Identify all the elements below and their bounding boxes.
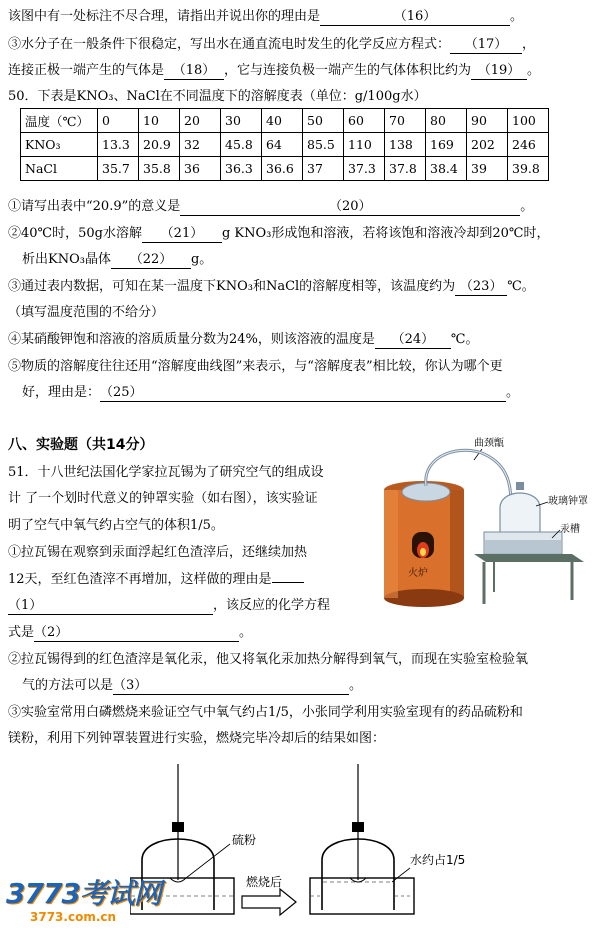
table-cell: 32	[180, 133, 221, 157]
label-water-fifth: 水约占1/5	[410, 853, 466, 867]
label-trough: 汞槽	[560, 524, 580, 535]
label-sulfur: 硫粉	[232, 833, 257, 847]
table-cell: 169	[426, 133, 467, 157]
site-logo	[6, 872, 161, 924]
bell-jar-comparison-figure	[130, 760, 490, 930]
table-row-label: KNO₃	[21, 133, 98, 157]
answer-blank-2[interactable]: （2）	[34, 625, 239, 642]
table-cell: 138	[385, 133, 426, 157]
q50-intro: 50．下表是KNO₃、NaCl在不同温度下的溶解度表（单位：g/100g水）	[8, 89, 427, 104]
table-cell: 39	[467, 157, 508, 181]
q50-sub-5-cont: 好，理由是：（25） 。	[22, 385, 520, 400]
answer-blank-1[interactable]: （1）	[8, 598, 213, 615]
q50-sub-2-cont: 析出KNO₃晶体 （22） g。	[22, 252, 213, 267]
table-cell: 60	[344, 109, 385, 133]
table-cell: 13.3	[98, 133, 139, 157]
table-cell: 20.9	[139, 133, 180, 157]
answer-blank-16[interactable]: （16）	[320, 9, 510, 26]
label-furnace: 火炉	[408, 568, 428, 579]
answer-blank-23[interactable]: （23）	[455, 279, 507, 296]
table-cell: 37	[303, 157, 344, 181]
q49-line-2: ③水分子在一般条件下很稳定，写出水在通直流电时发生的化学反应方程式： （17） ，	[8, 37, 536, 52]
answer-blank-22[interactable]: （22）	[111, 252, 191, 269]
q51-line-5: 12天，至红色渣滓不再增加，这样做的理由是	[8, 571, 304, 589]
arrow-right-icon	[242, 889, 296, 915]
logo-text: 3773考试网	[6, 877, 161, 910]
q51-line-10: ③实验室常用白磷燃烧来验证空气中氧气约占1/5，小张同学利用实验室现有的药品硫粉和	[8, 705, 523, 720]
table-cell: 30	[221, 109, 262, 133]
table-row-kno3	[21, 133, 549, 157]
table-cell: 35.7	[98, 157, 139, 181]
table-cell: 100	[508, 109, 549, 133]
mercury-trough-icon	[484, 532, 562, 554]
answer-blank-18[interactable]: （18）	[164, 63, 224, 80]
table-cell: 90	[467, 109, 508, 133]
table-cell: 35.8	[139, 157, 180, 181]
logo-url: 3773.com.cn	[30, 910, 117, 924]
lavoisier-apparatus-figure	[366, 434, 602, 610]
table-cell: 70	[385, 109, 426, 133]
q51-line-11: 镁粉，利用下列钟罩装置进行实验，燃烧完毕冷却后的结果如图：	[8, 731, 386, 746]
answer-blank-3[interactable]: （3）	[113, 678, 349, 695]
q50-sub-4: ④某硝酸钾饱和溶液的溶质质量分数为24%，则该溶液的温度是 （24） ℃。	[8, 332, 479, 347]
q49-line-1: 该图中有一处标注不尽合理，请指出并说出你的理由是 （16） 。	[8, 9, 524, 24]
table-cell: 36	[180, 157, 221, 181]
table-cell: 20	[180, 109, 221, 133]
q50-sub-3-note: （填写温度范围的不给分）	[8, 305, 165, 320]
answer-blank-25[interactable]: （25）	[100, 385, 506, 402]
table-cell: 202	[467, 133, 508, 157]
q50-sub-1: ①请写出表中“20.9”的意义是 （20） 。	[8, 199, 534, 214]
label-after-burning: 燃烧后	[246, 875, 283, 889]
q51-line-4: ①拉瓦锡在观察到汞面浮起红色渣滓后，还继续加热	[8, 545, 308, 560]
table-cell: 37.8	[385, 157, 426, 181]
answer-blank-19[interactable]: （19）	[471, 63, 527, 80]
table-cell: 40	[262, 109, 303, 133]
q51-line-8: ②拉瓦锡得到的红色渣滓是氧化汞，他又将氧化汞加热分解得到氧气，而现在实验室检验氧	[8, 652, 529, 667]
table-cell: 80	[426, 109, 467, 133]
table-cell: 85.5	[303, 133, 344, 157]
label-bell-jar: 玻璃钟罩	[548, 496, 588, 507]
answer-blank-24[interactable]: （24）	[375, 332, 451, 349]
answer-blank-21[interactable]: （21）	[142, 226, 222, 243]
table-cell: 246	[508, 133, 549, 157]
table-header-row	[21, 109, 549, 133]
bell-jar-after-icon	[310, 764, 414, 914]
q51-line-9: 气的方法可以是（3） 。	[22, 678, 363, 693]
label-retort: 曲颈甑	[474, 438, 504, 449]
table-cell: 36.3	[221, 157, 262, 181]
q51-line-2: 计 了一个划时代意义的钟罩实验（如右图），该实验证	[8, 491, 318, 506]
q51-line-1: 51．十八世纪法国化学家拉瓦锡为了研究空气的组成设	[8, 465, 324, 480]
table-row-nacl	[21, 157, 549, 181]
table-cell: 37.3	[344, 157, 385, 181]
q51-line-6: （1） ，该反应的化学方程	[8, 598, 331, 613]
table-cell: 39.8	[508, 157, 549, 181]
q51-line-7: 式是（2） 。	[8, 625, 253, 640]
table-cell: 36.6	[262, 157, 303, 181]
solubility-table	[20, 108, 549, 181]
table-cell: 0	[98, 109, 139, 133]
table-header-label: 温度（℃）	[21, 109, 98, 133]
table-cell: 110	[344, 133, 385, 157]
answer-blank-1-start[interactable]	[272, 582, 304, 583]
table-cell: 10	[139, 109, 180, 133]
q50-sub-2: ②40℃时，50g水溶解 （21） g KNO₃形成饱和溶液，若将该饱和溶液冷却到20℃时，	[8, 226, 550, 241]
q50-sub-5: ⑤物质的溶解度往往还用“溶解度曲线图”来表示，与“溶解度表”相比较，你认为哪个更	[8, 359, 503, 374]
table-cell: 45.8	[221, 133, 262, 157]
answer-blank-17[interactable]: （17）	[450, 37, 522, 54]
table-cell: 50	[303, 109, 344, 133]
q50-sub-3: ③通过表内数据，可知在某一温度下KNO₃和NaCl的溶解度相等，该温度约为 （23） ℃。	[8, 279, 535, 294]
section-title: 八、实验题（共14分）	[8, 437, 154, 453]
table-cell: 64	[262, 133, 303, 157]
answer-blank-20[interactable]: （20）	[180, 199, 520, 216]
q51-line-3: 明了空气中氧气约占空气的体积1/5。	[8, 518, 224, 533]
table-row-label: NaCl	[21, 157, 98, 181]
q49-line-3: 连接正极一端产生的气体是 （18） ，它与连接负极一端产生的气体体积比约为 （19） 。	[8, 63, 541, 78]
table-cell: 38.4	[426, 157, 467, 181]
table-stand-icon	[474, 554, 584, 604]
